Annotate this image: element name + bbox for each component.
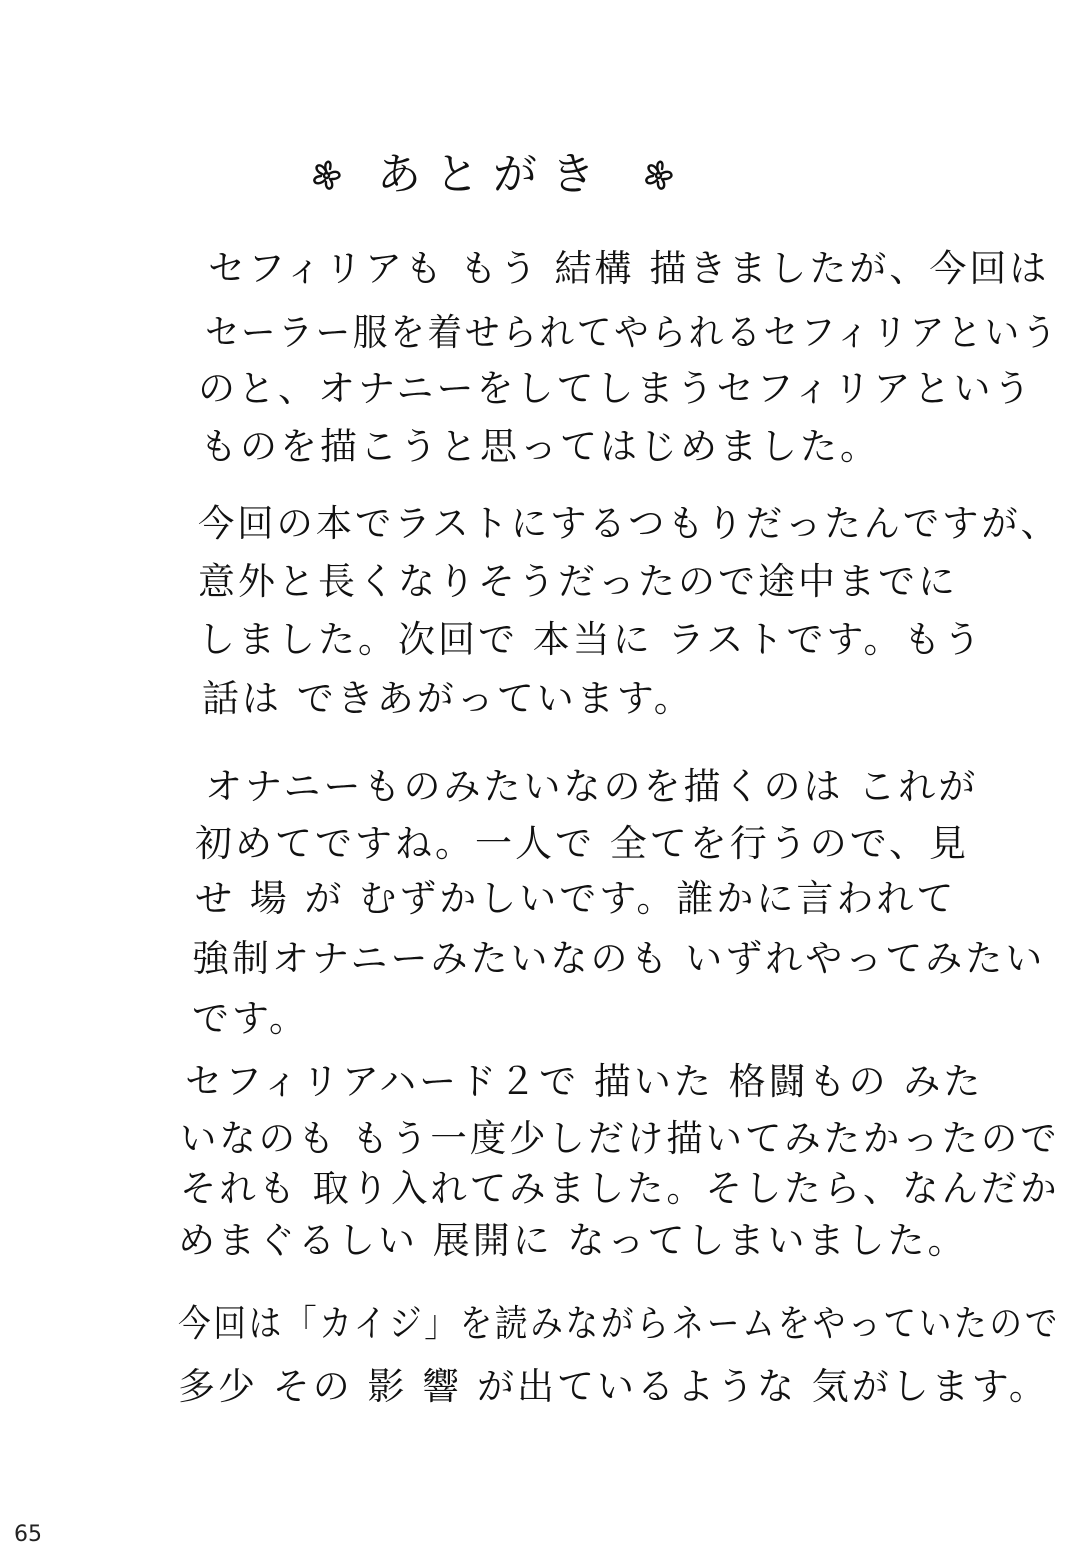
text-line: それも 取り入れてみました。そしたら、なんだか bbox=[180, 1167, 1060, 1210]
flower-icon bbox=[637, 153, 681, 197]
text-line: 今回は「カイジ」を読みながらネームをやっていたので bbox=[178, 1302, 1061, 1345]
text-line: 強制オナニーみたいなのも いずれやってみたい bbox=[192, 937, 1046, 980]
text-line: せ 場 が むずかしいです。誰かに言われて bbox=[195, 877, 957, 920]
text-line: ものを描こうと思ってはじめました。 bbox=[200, 425, 880, 468]
text-line: 話は できあがっています。 bbox=[202, 677, 694, 720]
flower-icon bbox=[305, 153, 349, 197]
text-line: セーラー服を着せられてやられるセフィリアという bbox=[205, 311, 1060, 354]
text-line: セフィリアハード２で 描いた 格闘もの みた bbox=[185, 1060, 984, 1103]
text-line: 今回の本でラストにするつもりだったんですが、 bbox=[198, 502, 1060, 545]
text-line: です。 bbox=[192, 997, 310, 1040]
text-line: 初めてですね。一人で 全てを行うので、見 bbox=[195, 822, 970, 865]
text-line: めまぐるしい 展開に なってしまいました。 bbox=[178, 1219, 968, 1262]
title-row bbox=[305, 140, 681, 210]
text-line: 意外と長くなりそうだったので途中までに bbox=[198, 560, 958, 603]
page-number: 65 bbox=[14, 1522, 42, 1547]
text-line: セフィリアも もう 結構 描きましたが、今回は bbox=[208, 247, 1050, 290]
page-title: あとがき bbox=[377, 149, 609, 200]
text-line: 多少 その 影 響 が出ているような 気がします。 bbox=[178, 1365, 1049, 1408]
text-line: オナニーものみたいなのを描くのは これが bbox=[205, 765, 979, 808]
text-line: しました。次回で 本当に ラストです。もう bbox=[198, 618, 984, 661]
text-line: のと、オナニーをしてしまうセフィリアという bbox=[198, 367, 1034, 410]
text-line: いなのも もう一度少しだけ描いてみたかったので bbox=[180, 1117, 1060, 1160]
